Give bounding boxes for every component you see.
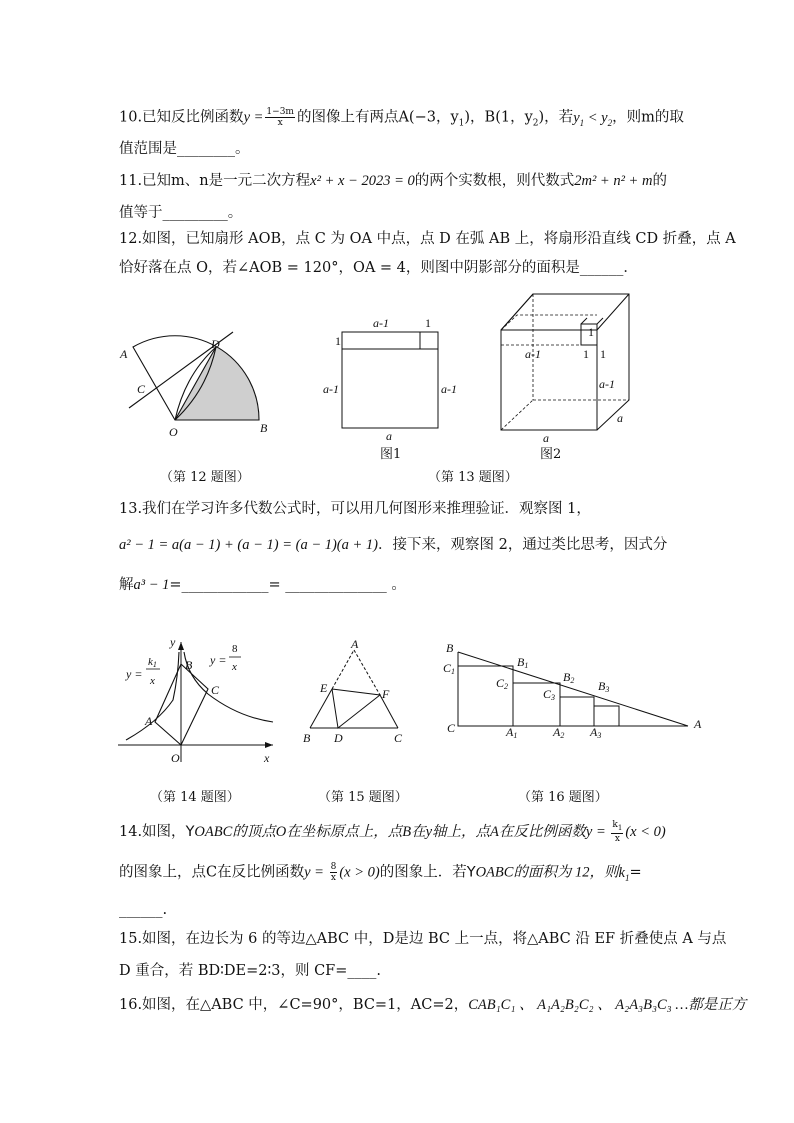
svg-text:C: C	[137, 382, 146, 396]
svg-text:A1: A1	[506, 725, 518, 740]
svg-text:A: A	[694, 717, 702, 731]
fig2-label-bottom: a	[543, 431, 549, 445]
caption-14: （第 14 题图）	[150, 790, 240, 805]
q15-line1: 15.如图，在边长为 6 的等边△ABC 中，D是边 BC 上一点，将△ABC 沿 EF 折叠使点 A 与点	[119, 931, 727, 947]
svg-text:C1: C1	[443, 661, 456, 676]
q10-line1: 10.已知反比例函数y = $\frac{1-3m}{x}$ 的图像上有两点A(−3，$y_1$)，B(1，$y_2$)，若$y_1 < y_2$，则m的取	[119, 107, 684, 129]
caption-15: （第 15 题图）	[318, 790, 408, 805]
q11-line1: 11.已知m、n是一元二次方程x² + x − 2023 = 0的两个实数根，则代数式2m² + n² + m的	[119, 173, 667, 189]
svg-text:C: C	[394, 731, 403, 745]
q10-text-a: 10.已知反比例函数	[119, 109, 244, 126]
svg-text:B2: B2	[563, 670, 575, 685]
q14-fraction-8: $\frac{8}{x}$	[330, 862, 337, 883]
svg-text:O: O	[171, 751, 180, 765]
svg-text:A3: A3	[590, 725, 602, 740]
svg-text:B: B	[446, 641, 454, 655]
fig2-label-am1: a-1	[525, 347, 541, 361]
q14-line1: 14.如图，YOABC的顶点O在坐标原点上，点B在y轴上，点A在反比例函数y = $\frac{k_1}{x}$ (x < 0)	[119, 820, 666, 844]
fig2-label-one: 1	[583, 347, 589, 361]
svg-text:E: E	[320, 681, 328, 695]
figure-12-sector	[115, 320, 275, 460]
fig1-top-one: 1	[425, 316, 431, 330]
svg-text:F: F	[382, 687, 390, 701]
svg-text:B: B	[303, 731, 311, 745]
figure-16-squares	[440, 640, 710, 740]
svg-text:A: A	[120, 347, 128, 361]
svg-text:C3: C3	[543, 687, 556, 702]
q10-func-lhs: y =	[243, 109, 264, 126]
fig1-bottom-label: a	[386, 429, 392, 443]
q10-text-d: )，若	[538, 109, 574, 126]
caption-16: （第 16 题图）	[518, 790, 608, 805]
figure-14-hyperbola	[118, 632, 288, 772]
fig2-label-one-b: 1	[600, 347, 606, 361]
caption-12: （第 12 题图）	[160, 470, 250, 485]
q11-line2: 值等于_________。	[119, 205, 243, 221]
fig2-caption: 图2	[540, 447, 562, 462]
q11-equation: x² + x − 2023 = 0	[310, 173, 415, 189]
svg-text:B3: B3	[598, 679, 610, 694]
q10-cond: $y_1 < y_2$	[573, 109, 613, 128]
q10-line2: 值范围是________。	[119, 141, 250, 157]
svg-text:x: x	[232, 661, 237, 673]
q13-line1: 13.我们在学习许多代数公式时，可以用几何图形来推理验证．观察图 1，	[119, 501, 591, 517]
parallelogram-symbol: Y	[185, 823, 195, 840]
q12-line1: 12.如图，已知扇形 AOB，点 C 为 OA 中点，点 D 在弧 AB 上，将扇形沿直线 CD 折叠，点 A	[119, 231, 736, 247]
svg-text:B1: B1	[517, 655, 529, 670]
q10-text-c: )，B(1，y	[464, 109, 533, 126]
svg-text:C: C	[447, 721, 456, 735]
fig1-left-label: a-1	[323, 382, 339, 396]
q11-expression: 2m² + n² + m	[574, 173, 653, 189]
svg-text:y =: y =	[210, 653, 227, 667]
svg-text:x: x	[150, 675, 155, 687]
svg-text:A: A	[351, 637, 359, 651]
svg-text:8: 8	[232, 643, 238, 655]
fig2-label-one-c: 1	[588, 325, 594, 339]
svg-text:B: B	[185, 658, 193, 672]
fig1-caption: 图1	[380, 447, 402, 462]
q10-text-b: 的图像上有两点A(−3，y	[296, 109, 459, 126]
q10-text-e: ，则m的取	[612, 109, 684, 126]
q14-fraction-k1: $\frac{k_1}{x}$	[612, 820, 623, 844]
fig2-label-side: a-1	[599, 377, 615, 391]
fig1-right-label: a-1	[441, 382, 457, 396]
svg-text:A: A	[145, 714, 153, 728]
svg-text:y =: y =	[126, 667, 143, 681]
q14-line2: 的图象上，点C在反比例函数y = $\frac{8}{x}$ (x > 0)的图象上．若YOABC的面积为 12，则$k_1=$	[119, 862, 642, 883]
q13-line2: a² − 1 = a(a − 1) + (a − 1) = (a − 1)(a + 1)．接下来，观察图 2，通过类比思考，因式分	[119, 537, 668, 553]
fig1-left-one: 1	[335, 334, 341, 348]
svg-text:C2: C2	[496, 676, 509, 691]
q10-fraction: $\frac{1-3m}{x}$	[266, 107, 294, 128]
svg-text:A2: A2	[553, 725, 565, 740]
q12-line2: 恰好落在点 O，若∠AOB = 120°，OA = 4，则图中阴影部分的面积是______．	[119, 260, 638, 276]
svg-text:k1: k1	[148, 656, 157, 669]
figure-13-fig1	[323, 315, 457, 443]
svg-text:C: C	[211, 683, 220, 697]
q13-line3: 解a³ − 1=____________= ______________ 。	[119, 577, 406, 593]
figure-15-triangle	[300, 638, 410, 748]
svg-text:x: x	[264, 751, 270, 765]
svg-text:y: y	[170, 635, 176, 649]
fig1-top-label: a-1	[373, 316, 389, 330]
caption-13: （第 13 题图）	[428, 470, 518, 485]
q15-line2: D 重合，若 BD∶DE=2∶3，则 CF=____.	[119, 963, 382, 979]
svg-text:D: D	[211, 337, 220, 351]
svg-text:B: B	[260, 421, 268, 435]
figure-13-fig2	[497, 290, 647, 445]
fig2-label-depth: a	[617, 411, 623, 425]
svg-text:O: O	[169, 425, 178, 439]
q14-line3: ______.	[119, 902, 168, 918]
q16-line1: 16.如图，在△ABC 中，∠C=90°，BC=1，AC=2，CAB₁C₁ 、 A₁A₂B₂C₂ 、 A₂A₃B₃C₃ …都是正方	[119, 997, 747, 1013]
svg-text:D: D	[334, 731, 343, 745]
